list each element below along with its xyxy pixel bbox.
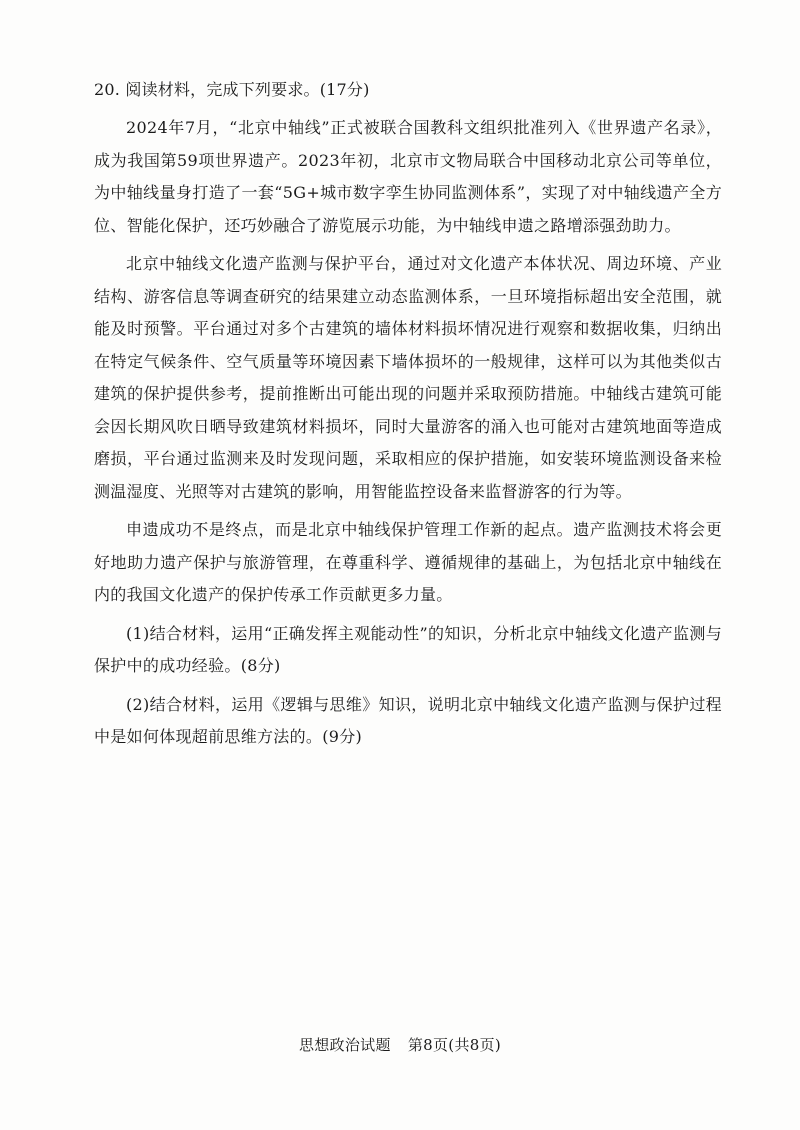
sub-question-2: (2)结合材料，运用《逻辑与思维》知识，说明北京中轴线文化遗产监测与保护过程中是如何体现超前思维方法的。(9分)	[94, 694, 722, 746]
sub-question-1: (1)结合材料，运用“正确发挥主观能动性”的知识，分析北京中轴线文化遗产监测与保护中的成功经验。(8分)	[94, 623, 722, 675]
footer-page-number: 第8页(共8页)	[407, 1036, 502, 1054]
question-20	[94, 74, 722, 760]
material-paragraph-2: 北京中轴线文化遗产监测与保护平台，通过对文化遗产本体状况、周边环境、产业结构、游客信息等调查研究的结果建立动态监测体系，一旦环境指标超出安全范围，就能及时预警。平台通过对多个古建筑的墙体材料损坏情况进行观察和数据收集，归纳出在特定气候条件、空气质量等环境因素下墙体损坏的一般规律，这样可以为其他类似古建筑的保护提供参考，提前推断出可能出现的问题并采取预防措施。中轴线古建筑可能会因长期风吹日晒导致建筑材料损坏，同时大量游客的涌入也可能对古建筑地面等造成磨损，平台通过监测来及时发现问题，采取相应的保护措施，如安装环境监测设备来检测温湿度、光照等对古建筑的影响，用智能监控设备来监督游客的行为等。	[94, 254, 722, 501]
material-paragraph-3: 申遗成功不是终点，而是北京中轴线保护管理工作新的起点。遗产监测技术将会更好地助力遗产保护与旅游管理，在尊重科学、遵循规律的基础上，为包括北京中轴线在内的我国文化遗产的保护传承工作贡献更多力量。	[94, 520, 722, 604]
question-title: 20. 阅读材料，完成下列要求。(17分)	[94, 80, 370, 99]
page-footer	[0, 1034, 800, 1056]
footer-subject: 思想政治试题	[298, 1036, 391, 1054]
material-paragraph-1: 2024年7月，“北京中轴线”正式被联合国教科文组织批准列入《世界遗产名录》，成为我国第59项世界遗产。2023年初，北京市文物局联合中国移动北京公司等单位，为中轴线量身打造了一套“5G+城市数字孪生协同监测体系”，实现了对中轴线遗产全方位、智能化保护，还巧妙融合了游览展示功能，为中轴线申遗之路增添强劲助力。	[94, 118, 722, 235]
